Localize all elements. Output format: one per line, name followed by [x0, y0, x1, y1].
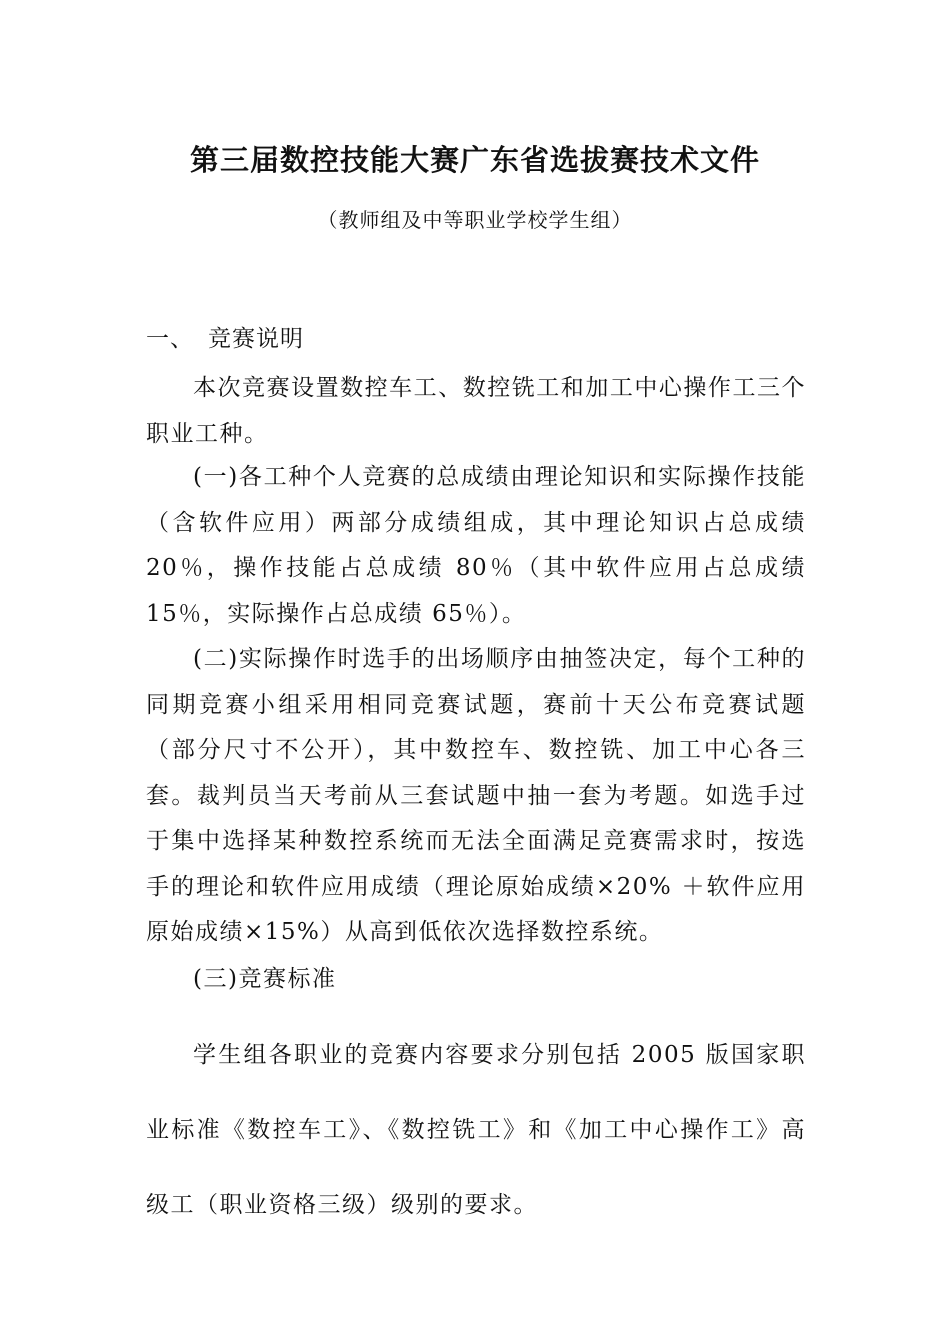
section-title: 竞赛说明: [208, 326, 304, 352]
section-number: 一、: [146, 326, 194, 352]
paragraph-intro: 本次竞赛设置数控车工、数控铣工和加工中心操作工三个职业工种。: [146, 375, 806, 447]
paragraph-standards: 学生组各职业的竞赛内容要求分别包括 2005 版国家职业标准《数控车工》、《数控铣工》和《加工中心操作工》高级工（职业资格三级）级别的要求。: [146, 1042, 806, 1218]
paragraph-item-2: (二)实际操作时选手的出场顺序由抽签决定，每个工种的同期竞赛小组采用相同竞赛试题，赛前十天公布竞赛试题（部分尺寸不公开），其中数控车、数控铣、加工中心各三套。裁判员当天考前从三套试题中抽一套为考题。如选手过于集中选择某种数控系统而无法全面满足竞赛需求时，按选手的理论和软件应用成绩（理论原始成绩×20% ＋软件应用原始成绩×15%）从高到低依次选择数控系统。: [146, 646, 806, 945]
document-title: 第三届数控技能大赛广东省选拔赛技术文件: [189, 143, 760, 177]
paragraph-item-1: (一)各工种个人竞赛的总成绩由理论知识和实际操作技能（含软件应用）两部分成绩组成，其中理论知识占总成绩 20％，操作技能占总成绩 80％（其中软件应用占总成绩 15％，实际操作占总成绩 65％）。: [146, 464, 806, 627]
document-subtitle: （教师组及中等职业学校学生组）: [317, 208, 633, 232]
paragraph-item-3-heading: (三)竞赛标准: [193, 966, 337, 992]
section-heading: [146, 322, 304, 356]
